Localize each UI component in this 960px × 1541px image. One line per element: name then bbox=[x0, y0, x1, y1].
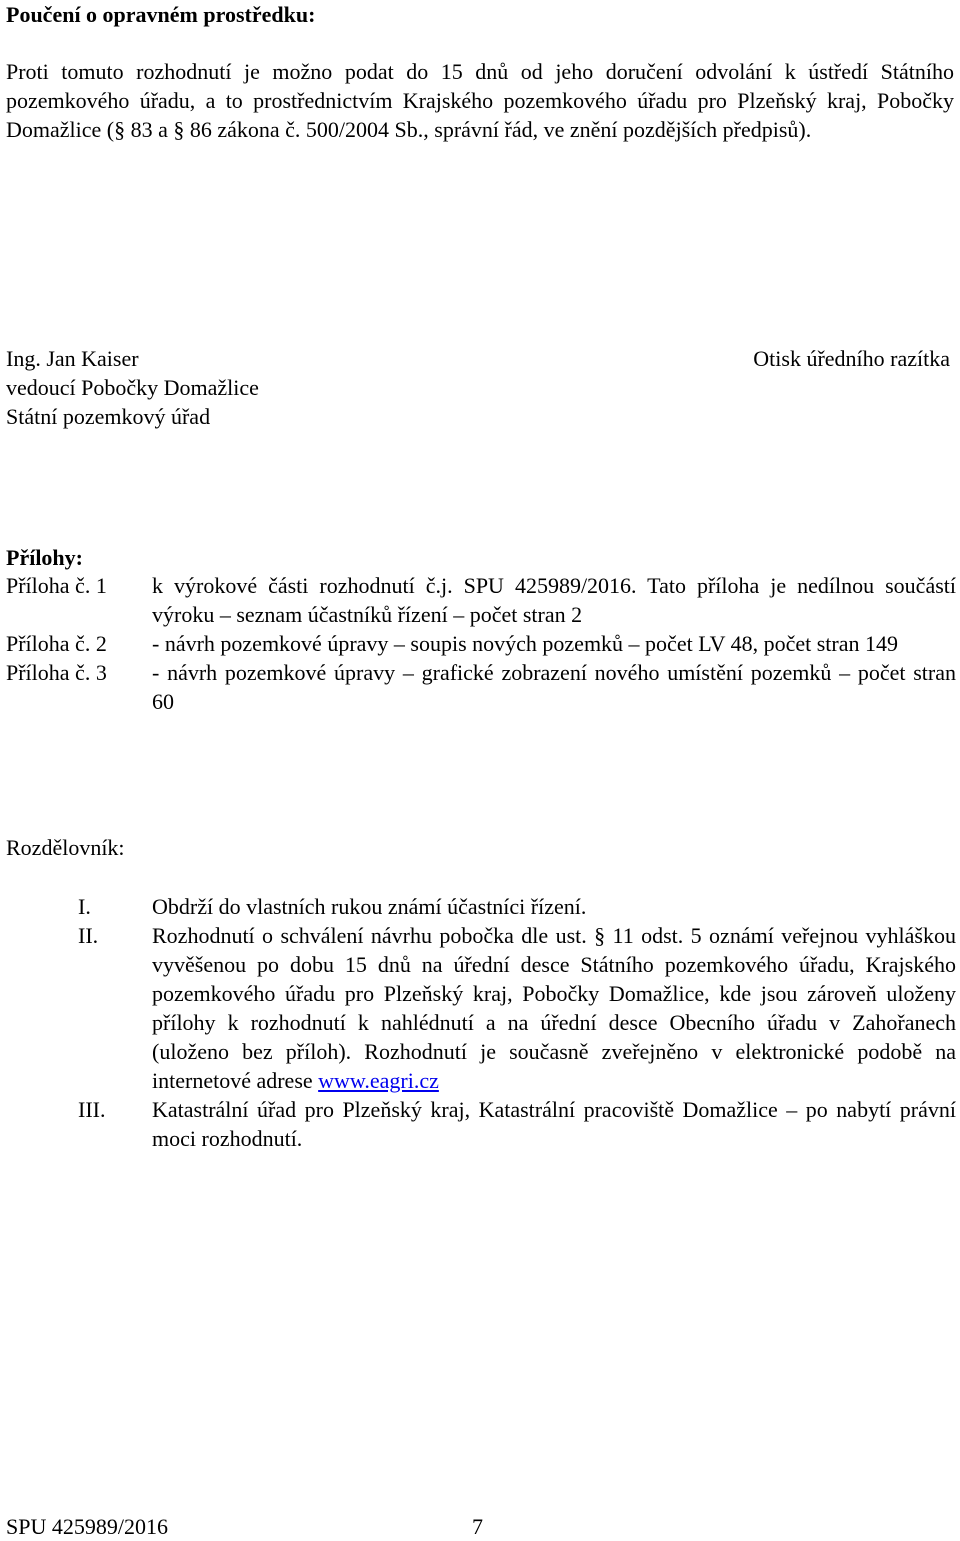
distribution-number: III. bbox=[78, 1097, 106, 1122]
distribution-text: Obdrží do vlastních rukou známí účastníci řízení. bbox=[152, 894, 587, 919]
attachment-item bbox=[6, 629, 956, 658]
footer-reference: SPU 425989/2016 bbox=[6, 1514, 168, 1539]
attachment-description: - návrh pozemkové úpravy – soupis nových pozemků – počet LV 48, počet stran 149 bbox=[152, 631, 899, 656]
distribution-text: Katastrální úřad pro Plzeňský kraj, Katastrální pracoviště Domažlice – po nabytí právní moci rozhodnutí. bbox=[152, 1097, 956, 1151]
signature-block bbox=[6, 344, 259, 431]
distribution-text: Rozhodnutí o schválení návrhu pobočka dle ust. § 11 odst. 5 oznámí veřejnou vyhláškou vyvěšenou po dobu 15 dnů na úřední desce Státního pozemkového úřadu, Krajského pozemkového úřadu pro Plzeňský kraj, Pobočky Domažlice, kde jsou zároveň uloženy přílohy k rozhodnutí k nahlédnutí a na úřední desce Obecního úřadu v Zahořanech (uloženo bez příloh). Rozhodnutí je současně zveřejněno v elektronické podobě na internetové adrese bbox=[152, 923, 956, 1093]
remedy-heading: Poučení o opravném prostředku: bbox=[6, 2, 316, 27]
attachment-label: Příloha č. 2 bbox=[6, 631, 107, 656]
attachments-list bbox=[6, 571, 956, 716]
attachments-heading: Přílohy: bbox=[6, 545, 83, 570]
attachment-label: Příloha č. 1 bbox=[6, 573, 107, 598]
signatory-position: vedoucí Pobočky Domažlice bbox=[6, 375, 259, 400]
attachment-label: Příloha č. 3 bbox=[6, 660, 107, 685]
distribution-item bbox=[6, 1095, 956, 1153]
stamp-placeholder: Otisk úředního razítka bbox=[753, 346, 950, 371]
distribution-list bbox=[6, 892, 956, 1153]
signatory-office: Státní pozemkový úřad bbox=[6, 404, 211, 429]
distribution-item bbox=[6, 892, 956, 921]
page-number: 7 bbox=[472, 1514, 483, 1539]
distribution-text-with-link bbox=[152, 921, 956, 1095]
attachment-item bbox=[6, 658, 956, 716]
attachment-description: - návrh pozemkové úpravy – grafické zobrazení nového umístění pozemků – počet stran 60 bbox=[152, 660, 956, 714]
remedy-text: Proti tomuto rozhodnutí je možno podat do 15 dnů od jeho doručení odvolání k ústředí Státního pozemkového úřadu, a to prostřednictvím Krajského pozemkového úřadu pro Plzeňský kraj, Pobočky Domažlice (§ 83 a § 86 zákona č. 500/2004 Sb., správní řád, ve znění pozdějších předpisů). bbox=[6, 59, 954, 142]
eagri-link[interactable]: www.eagri.cz bbox=[318, 1068, 439, 1093]
distribution-heading: Rozdělovník: bbox=[6, 835, 125, 860]
distribution-item bbox=[6, 921, 956, 1095]
distribution-number: II. bbox=[78, 923, 99, 948]
distribution-number: I. bbox=[78, 894, 91, 919]
attachment-description: k výrokové části rozhodnutí č.j. SPU 425989/2016. Tato příloha je nedílnou součástí výroku – seznam účastníků řízení – počet stran 2 bbox=[152, 573, 956, 627]
attachment-item bbox=[6, 571, 956, 629]
signatory-name: Ing. Jan Kaiser bbox=[6, 346, 139, 371]
